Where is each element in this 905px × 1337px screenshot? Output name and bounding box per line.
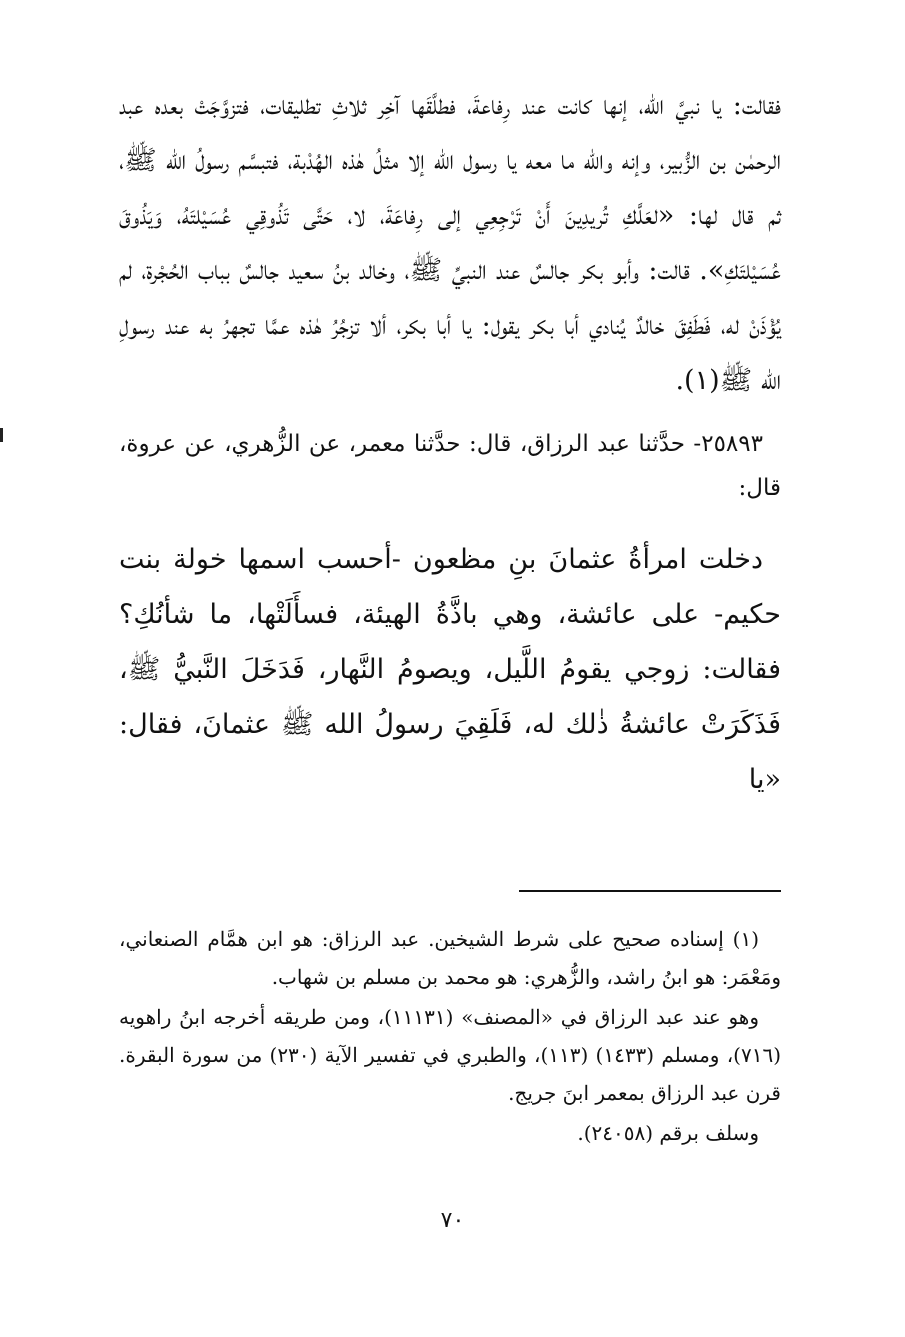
hadith-text-paragraph: فقالت: يا نبيَّ الله، إنها كانت عند رِفاعةَ، فطلَّقَها آخِر ثلاثِ تطليقات، فتزوَّجَتْ بعده عبد الرحمٰن بن الزُّبير، وإنه والله ما معه يا رسول الله إلا مثلُ هٰذه الهُدْبة، فتبسَّم رسولُ الله ﷺ، ثم قال لها: «لعَلَّكِ تُريدِينَ أَنْ تَرْجِعِي إلى رِفاعَةَ، لا، حَتَّى تَذُوقِي عُسَيْلتَهُ، وَيَذُوقَ عُسَيْلتَكِ». قالت: وأبو بكر جالسٌ عند النبيِّ ﷺ، وخالد بنُ سعيد جالسٌ بباب الحُجْرة، لم يُؤْذَنْ له، فَطَفِقَ خالدٌ يُنادي أبا بكر يقول: يا أبا بكر، ألا تزجُرُ هٰذه عمَّا تجهرُ به عند رسولِ الله ﷺ(١). [119, 90, 781, 396]
footnote-separator [519, 890, 781, 892]
footnote-3: وسلف برقم (٢٤٠٥٨). [577, 1121, 759, 1145]
main-text [119, 78, 781, 807]
footnote-1: (١) إسناده صحيح على شرط الشيخين. عبد الرزاق: هو ابن همَّام الصنعاني، ومَعْمَر: هو ابنُ راشد، والزُّهري: هو محمد بن مسلم بن شهاب. [119, 927, 781, 989]
footnotes [119, 920, 781, 1152]
scan-edge-mark [0, 428, 3, 442]
hadith-chain-paragraph: ٢٥٨٩٣- حدَّثنا عبد الرزاق، قال: حدَّثنا معمر، عن الزُّهري، عن عروة، قال: [119, 431, 781, 501]
hadith-text-paragraph-2: دخلت امرأةُ عثمانَ بنِ مظعون -أحسب اسمها خولة بنت حكيم- على عائشة، وهي باذَّةُ الهيئة، فسأَلَتْها، ما شأنُكِ؟ فقالت: زوجي يقومُ اللَّيل، ويصومُ النَّهار، فَدَخَلَ النَّبيُّ ﷺ، فَذَكَرَتْ عائشةُ ذٰلك له، فَلَقِيَ رسولُ الله ﷺ عثمانَ، فقال: «يا [119, 544, 781, 795]
page-number: ٧٠ [440, 1208, 465, 1233]
footnote-2: وهو عند عبد الرزاق في «المصنف» (١١١٣١)، ومن طريقه أخرجه ابنُ راهويه (٧١٦)، ومسلم (١٤٣٣) (١١٣)، والطبري في تفسير الآية (٢٣٠) من سورة البقرة. قرن عبد الرزاق بمعمر ابنَ جريج. [119, 1005, 781, 1105]
